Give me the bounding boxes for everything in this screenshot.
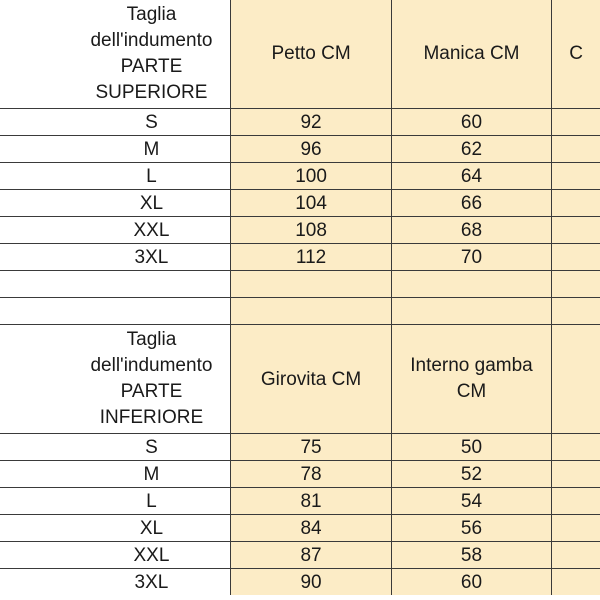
lower-size-header-line: INFERIORE [99,407,204,428]
row-gutter [0,542,73,569]
partial-cell[interactable] [552,163,600,190]
table-row [0,109,600,136]
chest-cell[interactable]: 92 [231,109,391,136]
row-gutter [0,325,73,434]
row-gutter [0,515,73,542]
partial-cell[interactable] [552,515,600,542]
empty-row [0,271,600,298]
row-gutter [0,163,73,190]
inseam-cell[interactable]: 50 [391,434,551,461]
empty-cell[interactable] [391,298,551,325]
row-gutter [0,271,73,298]
partial-cell[interactable] [552,488,600,515]
table-row [0,217,600,244]
upper-size-header-line: Taglia [126,4,177,25]
size-cell[interactable]: M [73,136,231,163]
empty-cell[interactable] [73,298,231,325]
upper-header-row [0,0,600,109]
inseam-cell[interactable]: 58 [391,542,551,569]
empty-cell[interactable] [231,271,391,298]
chest-cell[interactable]: 104 [231,190,391,217]
chest-header-label: Petto CM [271,43,351,64]
row-gutter [0,0,73,109]
partial-cell[interactable] [552,244,600,271]
waist-header[interactable] [231,325,391,434]
partial-cell[interactable] [552,569,600,596]
size-cell[interactable]: XL [73,515,231,542]
lower-size-header[interactable] [73,325,231,434]
row-gutter [0,569,73,596]
inseam-header-line: CM [456,381,487,402]
empty-cell[interactable] [231,298,391,325]
table-row [0,136,600,163]
row-gutter [0,244,73,271]
size-cell[interactable]: L [73,488,231,515]
size-cell[interactable]: 3XL [73,569,231,596]
empty-cell[interactable] [552,325,600,434]
inseam-header-line: Interno gamba [410,355,533,376]
inseam-cell[interactable]: 60 [391,569,551,596]
waist-cell[interactable]: 78 [231,461,391,488]
inseam-cell[interactable]: 56 [391,515,551,542]
lower-size-header-line: dell'indumento [90,355,213,376]
row-gutter [0,136,73,163]
chest-cell[interactable]: 96 [231,136,391,163]
empty-cell[interactable] [552,298,600,325]
lower-header-row [0,325,600,434]
row-gutter [0,298,73,325]
table-row [0,190,600,217]
lower-size-header-line: PARTE [120,381,183,402]
partial-cell[interactable] [552,136,600,163]
row-gutter [0,488,73,515]
empty-cell[interactable] [73,271,231,298]
waist-cell[interactable]: 90 [231,569,391,596]
sleeve-cell[interactable]: 70 [391,244,551,271]
partial-cell[interactable] [552,461,600,488]
sleeve-cell[interactable]: 62 [391,136,551,163]
waist-cell[interactable]: 81 [231,488,391,515]
empty-cell[interactable] [391,271,551,298]
table-row [0,461,600,488]
table-row [0,488,600,515]
upper-size-header-line: dell'indumento [90,30,213,51]
empty-cell[interactable] [552,271,600,298]
row-gutter [0,109,73,136]
size-cell[interactable]: XXL [73,542,231,569]
waist-cell[interactable]: 75 [231,434,391,461]
partial-header-label: C [569,43,583,64]
size-cell[interactable]: XL [73,190,231,217]
size-cell[interactable]: S [73,434,231,461]
chest-cell[interactable]: 112 [231,244,391,271]
partial-cell[interactable] [552,217,600,244]
size-cell[interactable]: XXL [73,217,231,244]
empty-row [0,298,600,325]
partial-cell[interactable] [552,109,600,136]
size-cell[interactable]: S [73,109,231,136]
sleeve-cell[interactable]: 60 [391,109,551,136]
waist-cell[interactable]: 84 [231,515,391,542]
chest-header[interactable] [231,0,391,109]
size-cell[interactable]: L [73,163,231,190]
sleeve-header-label: Manica CM [423,43,520,64]
upper-size-header-line: SUPERIORE [95,82,208,103]
sleeve-cell[interactable]: 64 [391,163,551,190]
table-row [0,434,600,461]
partial-cell[interactable] [552,190,600,217]
row-gutter [0,217,73,244]
table-row [0,569,600,596]
upper-size-header[interactable] [73,0,231,109]
row-gutter [0,461,73,488]
sleeve-cell[interactable]: 66 [391,190,551,217]
table-row [0,515,600,542]
chest-cell[interactable]: 100 [231,163,391,190]
sleeve-header[interactable] [391,0,551,109]
row-gutter [0,190,73,217]
table-row [0,542,600,569]
inseam-cell[interactable]: 54 [391,488,551,515]
partial-cell[interactable] [552,434,600,461]
waist-header-label: Girovita CM [260,368,362,390]
table-row [0,163,600,190]
inseam-header[interactable] [391,325,551,434]
partial-cell[interactable] [552,542,600,569]
size-cell[interactable]: M [73,461,231,488]
sleeve-cell[interactable]: 68 [391,217,551,244]
upper-size-header-line: PARTE [120,56,183,77]
partial-header[interactable] [552,0,600,109]
inseam-cell[interactable]: 52 [391,461,551,488]
table-row [0,244,600,271]
size-cell[interactable]: 3XL [73,244,231,271]
lower-size-header-line: Taglia [126,329,177,350]
chest-cell[interactable]: 108 [231,217,391,244]
waist-cell[interactable]: 87 [231,542,391,569]
row-gutter [0,434,73,461]
